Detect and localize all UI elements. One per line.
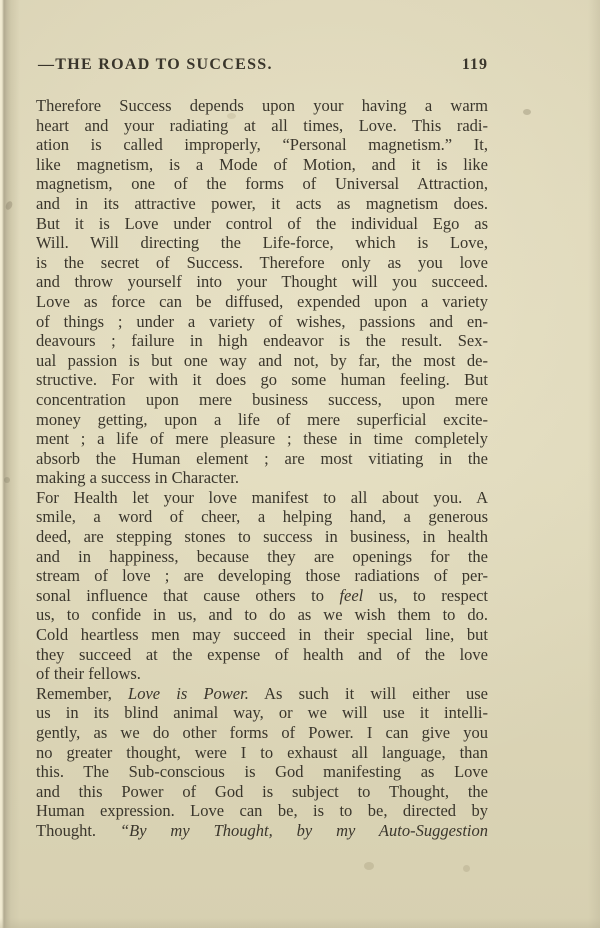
text-line — [36, 292, 488, 312]
text-segment: and throw yourself into your Thought will you succeed. — [36, 272, 488, 292]
text-segment: structive. For with it does go some human feeling. But — [36, 370, 488, 390]
text-segment: Cold heartless men may succeed in their special line, but — [36, 625, 488, 645]
text-block — [36, 96, 488, 841]
paragraph — [36, 684, 488, 841]
text-segment: ment ; a life of mere pleasure ; these in time completely — [36, 429, 488, 449]
text-line — [36, 723, 488, 743]
text-segment: As such it will either use — [248, 683, 488, 703]
text-line — [36, 743, 488, 763]
text-segment: us, to confide in us, and to do as we wish them to do. — [36, 605, 488, 625]
text-segment: ation is called improperly, “Personal magnetism.” It, — [36, 135, 488, 155]
text-line — [36, 331, 488, 351]
text-segment: this. The Sub-conscious is God manifesting as Love — [36, 762, 488, 782]
text-line — [36, 625, 488, 645]
text-line — [36, 547, 488, 567]
paper-speck — [4, 200, 13, 211]
text-line — [36, 429, 488, 449]
text-segment: deed, are stepping stones to success in business, in health — [36, 527, 488, 547]
running-header — [38, 56, 488, 74]
text-line — [36, 312, 488, 332]
text-segment: Will. Will directing the Life-force, which is Love, — [36, 233, 488, 253]
text-segment: of their fellows. — [36, 664, 141, 684]
text-segment: heart and your radiating at all times, Love. This radi- — [36, 115, 488, 135]
text-segment: and in happiness, because they are openings for the — [36, 546, 488, 566]
text-segment: money getting, upon a life of mere superficial excite- — [36, 409, 488, 429]
page-left-edge-shadow — [0, 0, 20, 928]
page-number: 119 — [461, 56, 488, 73]
text-segment-italic: feel — [339, 585, 364, 605]
text-line — [36, 174, 488, 194]
text-segment: and this Power of God is subject to Thought, the — [36, 781, 488, 801]
text-segment: us, to respect — [363, 585, 488, 605]
text-segment: Remember, — [36, 683, 129, 703]
text-line — [36, 96, 488, 116]
text-segment: For Health let your love manifest to all about you. A — [36, 487, 488, 507]
text-segment: of things ; under a variety of wishes, passions and en- — [36, 311, 488, 331]
text-line — [36, 645, 488, 665]
paper-speck — [4, 477, 10, 483]
text-line — [36, 801, 488, 821]
text-segment: Love as force can be diffused, expended upon a variety — [36, 291, 488, 311]
text-line — [36, 351, 488, 371]
text-segment: stream of love ; are developing those radiations of per- — [36, 566, 488, 586]
text-line — [36, 116, 488, 136]
text-segment: and in its attractive power, it acts as magnetism does. — [36, 193, 488, 213]
text-line — [36, 488, 488, 508]
text-segment: sonal influence that cause others to — [36, 585, 340, 605]
text-segment: they succeed at the expense of health and of the love — [36, 644, 488, 664]
text-segment: making a success in Character. — [36, 468, 239, 488]
text-line — [36, 664, 488, 684]
text-line — [36, 821, 488, 841]
paper-speck — [364, 862, 374, 870]
text-segment: absorb the Human element ; are most vitiating in the — [36, 448, 488, 468]
text-segment: Therefore Success depends upon your having a warm — [36, 96, 488, 115]
text-line — [36, 605, 488, 625]
text-segment: smile, a word of cheer, a helping hand, a generous — [36, 507, 488, 527]
text-segment: like magnetism, is a Mode of Motion, and it is like — [36, 154, 488, 174]
text-segment: Thought. — [36, 820, 120, 840]
text-line — [36, 370, 488, 390]
text-line — [36, 272, 488, 292]
text-segment: us in its blind animal way, or we will use it intelli- — [36, 703, 488, 723]
text-segment: Human expression. Love can be, is to be, directed by — [36, 801, 488, 821]
text-line — [36, 410, 488, 430]
text-line — [36, 566, 488, 586]
text-line — [36, 468, 488, 488]
text-segment: deavours ; failure in high endeavor is the result. Sex- — [36, 331, 488, 351]
text-line — [36, 703, 488, 723]
text-line — [36, 507, 488, 527]
text-line — [36, 586, 488, 606]
text-segment-italic: “By my Thought, by my Auto-Suggestion — [119, 820, 488, 840]
text-segment: gently, as we do other forms of Power. I can give you — [36, 723, 488, 742]
paper-speck — [463, 865, 470, 872]
chapter-title: —THE ROAD TO SUCCESS. — [38, 56, 273, 73]
text-segment: concentration upon mere business success, upon mere — [36, 389, 488, 409]
text-line — [36, 684, 488, 704]
text-line — [36, 390, 488, 410]
text-line — [36, 155, 488, 175]
page-right-edge-shadow — [588, 0, 600, 928]
text-line — [36, 253, 488, 273]
text-line — [36, 782, 488, 802]
text-segment: magnetism, one of the forms of Universal Attraction, — [36, 174, 488, 194]
text-segment-italic: Love is Power. — [128, 683, 249, 703]
paragraph — [36, 96, 488, 488]
text-line — [36, 449, 488, 469]
text-line — [36, 233, 488, 253]
paper-speck — [523, 109, 531, 115]
text-segment: no greater thought, were I to exhaust all language, than — [36, 742, 488, 762]
text-segment: But it is Love under control of the individual Ego as — [36, 213, 488, 233]
paragraph — [36, 488, 488, 684]
text-line — [36, 527, 488, 547]
page-bottom-edge-shadow — [0, 918, 600, 928]
text-line — [36, 135, 488, 155]
text-segment: is the secret of Success. Therefore only as you love — [36, 252, 488, 272]
text-line — [36, 214, 488, 234]
text-segment: ual passion is but one way and not, by far, the most de- — [36, 350, 488, 370]
text-line — [36, 194, 488, 214]
text-line — [36, 762, 488, 782]
